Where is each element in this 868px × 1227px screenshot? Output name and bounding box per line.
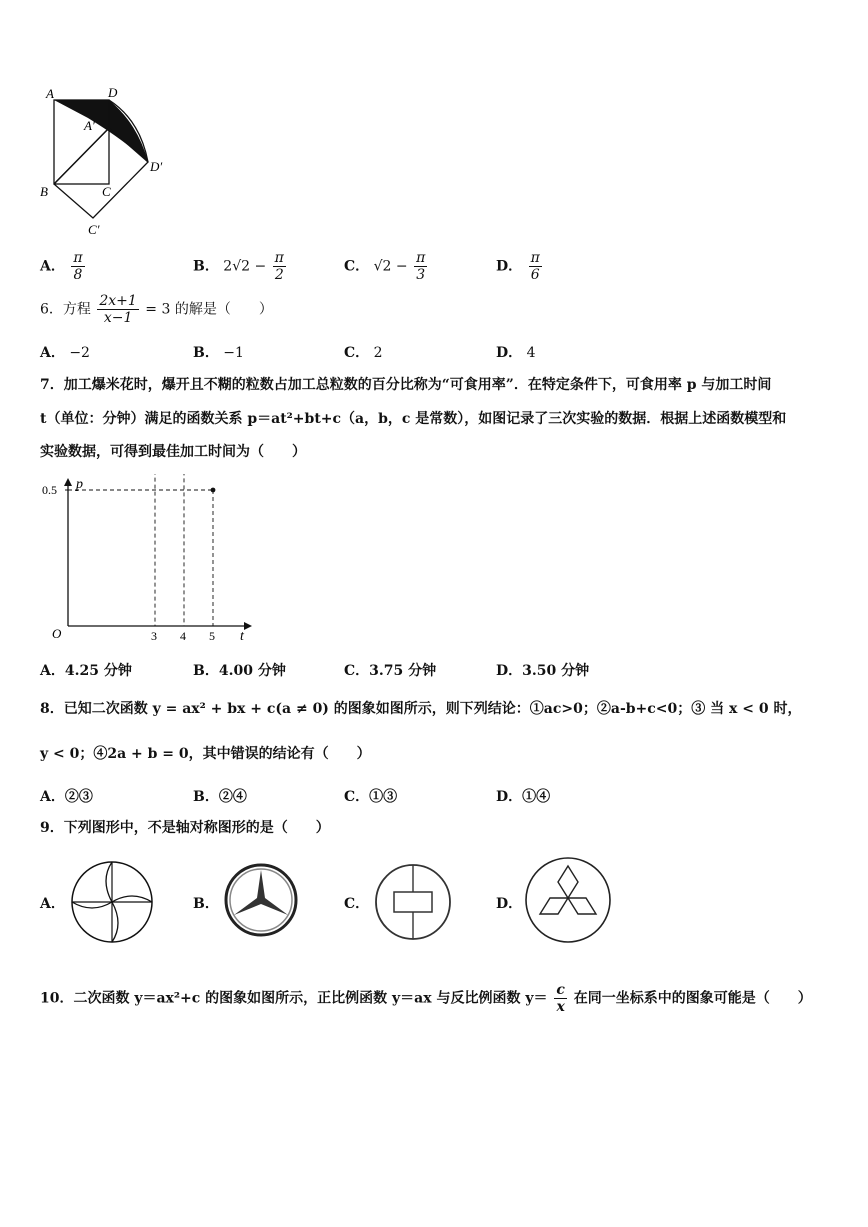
label-C: C <box>102 184 111 199</box>
diagonal <box>54 128 109 184</box>
q6-option-d[interactable]: D． 4 <box>496 345 536 361</box>
pinwheel-icon <box>68 860 156 944</box>
x-tick-label: 4 <box>180 629 186 643</box>
x-tick-label: 5 <box>209 629 215 643</box>
label-A-prime: A′ <box>84 118 95 133</box>
q5-option-b[interactable]: B． 2√2 − $\frac{\pi}{2}$ <box>193 250 284 283</box>
y-axis-label: p <box>76 477 83 492</box>
q8-option-b[interactable]: B．②④ <box>193 789 247 805</box>
y-tick-label: 0.5 <box>42 483 57 497</box>
q7-option-b[interactable]: B．4.00 分钟 <box>193 663 286 679</box>
label-A: A <box>46 86 54 101</box>
three-diamond-icon <box>524 856 612 944</box>
question-8-line-1: 8．已知二次函数 y = ax² + bx + c(a ≠ 0) 的图象如图所示，则下列结论：①ac>0；②a-b+c<0；③ 当 x < 0 时， <box>40 701 802 717</box>
rotated-square-figure <box>36 84 176 254</box>
q7-option-c[interactable]: C．3.75 分钟 <box>344 663 437 679</box>
q9-option-d[interactable]: D． <box>496 896 523 912</box>
data-point <box>211 488 216 493</box>
y-axis-arrow <box>64 478 72 486</box>
x-tick-label: 3 <box>151 629 157 643</box>
origin-label: O <box>52 626 62 641</box>
q7-option-a[interactable]: A．4.25 分钟 <box>40 663 132 679</box>
x-axis-arrow <box>244 622 252 630</box>
q8-option-d[interactable]: D．①④ <box>496 789 551 805</box>
question-7-line-1: 7．加工爆米花时，爆开且不糊的粒数占加工总粒数的百分比称为“可食用率”．在特定条件下，可食用率 p 与加工时间 <box>40 377 772 393</box>
popcorn-chart <box>36 474 266 650</box>
q9-option-c[interactable]: C． <box>344 896 370 912</box>
q9-option-a[interactable]: A． <box>40 896 65 912</box>
question-9: 9．下列图形中，不是轴对称图形的是（ ） <box>40 820 330 836</box>
question-8-line-2: y < 0；④2a + b = 0，其中错误的结论有（ ） <box>40 746 371 762</box>
q6-option-c[interactable]: C． 2 <box>344 345 383 361</box>
circle-rectangle-icon <box>372 860 454 944</box>
shaded-region <box>54 100 148 162</box>
q5-option-a[interactable]: A． $\frac{\pi}{8}$ <box>40 250 83 283</box>
q9-option-b[interactable]: B． <box>193 896 219 912</box>
three-point-star-icon <box>223 862 299 938</box>
label-C-prime: C′ <box>88 222 100 237</box>
q8-option-c[interactable]: C．①③ <box>344 789 398 805</box>
q6-option-a[interactable]: A． −2 <box>40 345 90 361</box>
label-D-prime: D′ <box>150 159 163 174</box>
question-10: 10．二次函数 y＝ax²+c 的图象如图所示，正比例函数 y＝ax 与反比例函数 y＝ $\frac{c}{x}$ 在同一坐标系中的图象可能是（ ） <box>40 982 812 1015</box>
q7-option-d[interactable]: D．3.50 分钟 <box>496 663 590 679</box>
x-axis-label: t <box>240 629 244 644</box>
q6-option-b[interactable]: B． −1 <box>193 345 244 361</box>
question-6: 6．方程 $\frac{2x+1}{x-1}$ = 3 的解是（ ） <box>40 293 273 326</box>
label-D: D <box>108 85 118 100</box>
question-7-line-3: 实验数据，可得到最佳加工时间为（ ） <box>40 444 306 460</box>
q8-option-a[interactable]: A．②③ <box>40 789 93 805</box>
question-7-line-2: t（单位：分钟）满足的函数关系 p＝at²+bt+c（a，b，c 是常数），如图记录了三次实验的数据．根据上述函数模型和 <box>40 411 787 427</box>
q5-option-c[interactable]: C． √2 − $\frac{\pi}{3}$ <box>344 250 426 283</box>
label-B: B <box>40 184 48 199</box>
q5-option-d[interactable]: D． $\frac{\pi}{6}$ <box>496 250 540 283</box>
